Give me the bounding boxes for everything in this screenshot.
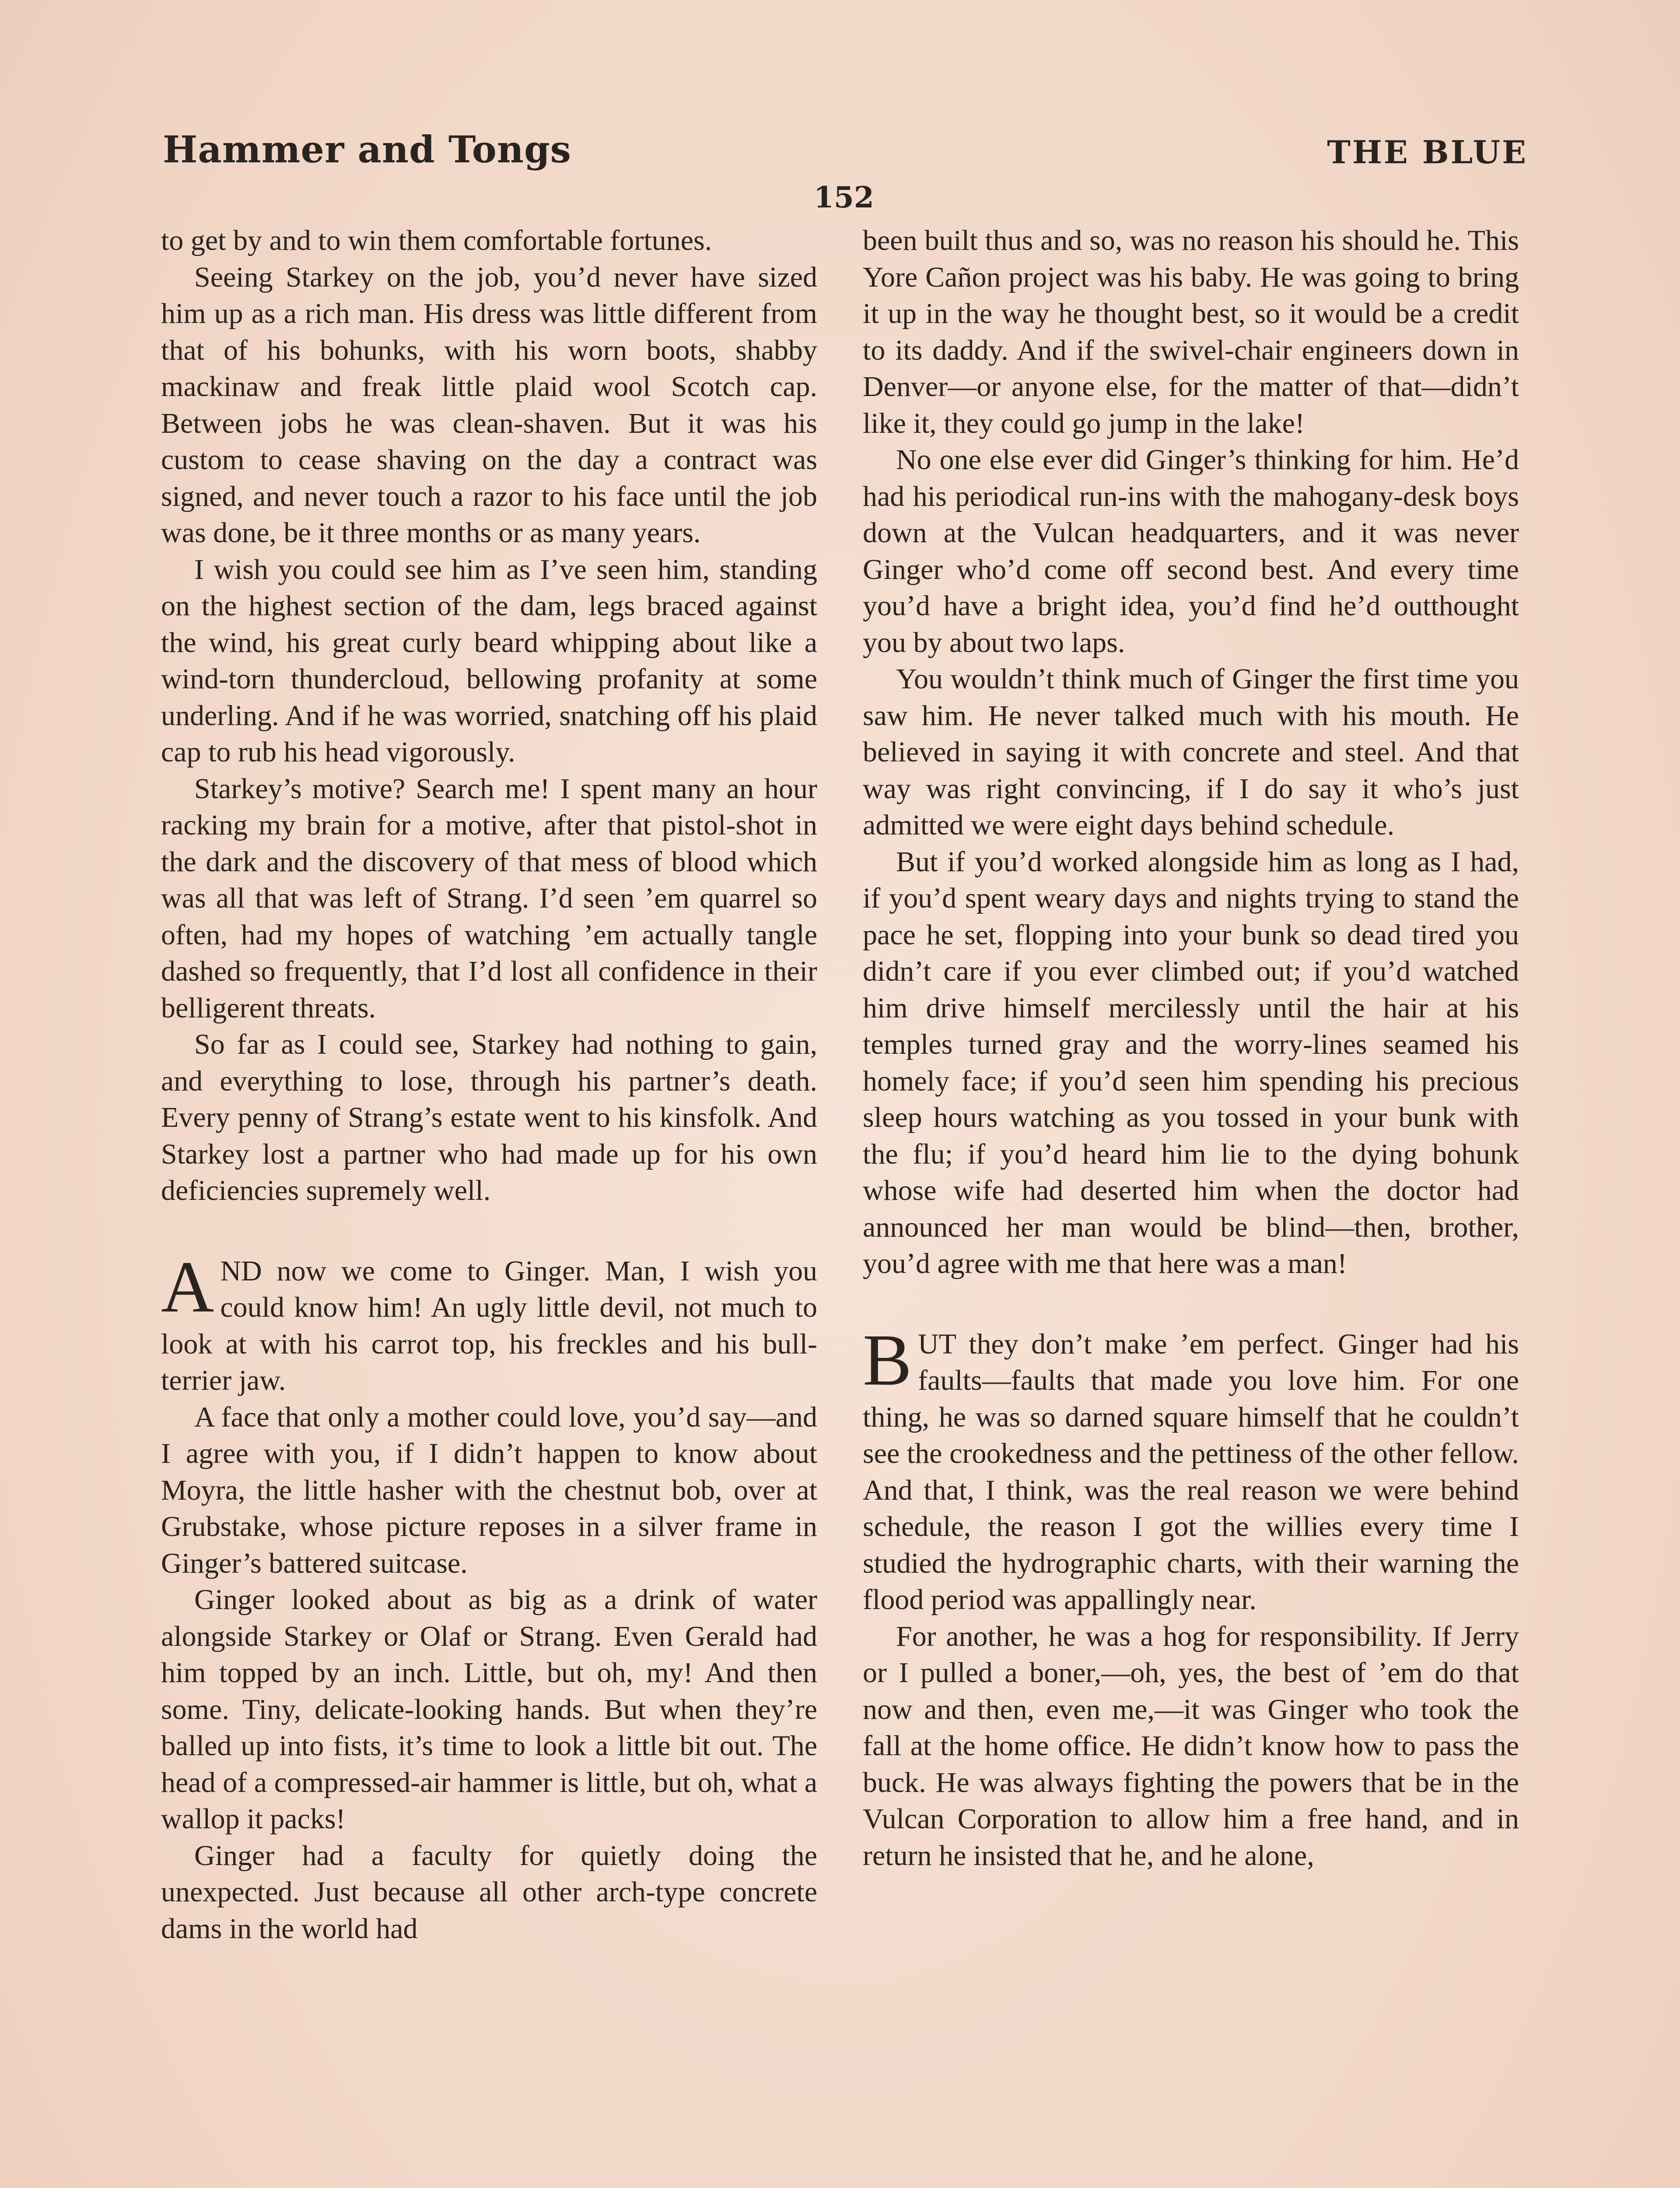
paragraph-text: ND now we come to Ginger. Man, I wish you could know him! An ugly little devil, not much to look at with his carrot top, his freckles and his bull-terrier jaw. <box>161 1255 817 1396</box>
paragraph <box>161 1581 817 1837</box>
paragraph <box>161 1026 817 1209</box>
paragraph <box>161 551 817 771</box>
paragraph <box>863 661 1519 844</box>
paragraph <box>863 1618 1519 1874</box>
paragraph <box>863 1319 1519 1618</box>
paragraph <box>161 771 817 1027</box>
paragraph-text: Ginger had a faculty for quietly doing the unexpected. Just because all other arch-type concrete dams in the world had <box>161 1839 817 1945</box>
paragraph-text: been built thus and so, was no reason his should he. This Yore Cañon project was his baby. He was going to bring it up in the way he thought best, so it would be a credit to its daddy. And if the swivel-chair engineers down in Denver—or anyone else, for the matter of that—didn’t like it, they could go jump in the lake! <box>863 224 1519 439</box>
paragraph-text: Seeing Starkey on the job, you’d never have sized him up as a rich man. His dress was little different from that of his bohunks, with his worn boots, shabby mackinaw and freak little plaid wool Scotch cap. Between jobs he was clean-shaven. But it was his custom to cease shaving on the day a contract was signed, and never touch a razor to his face until the job was done, be it three months or as many years. <box>161 261 817 549</box>
paragraph-text: So far as I could see, Starkey had nothing to gain, and everything to lose, through his partner’s death. Every penny of Strang’s estate went to his kinsfolk. And Starkey lost a partner who had made up for his own deficiencies supremely well. <box>161 1028 817 1206</box>
paragraph-text: You wouldn’t think much of Ginger the first time you saw him. He never talked much with his mouth. He believed in saying it with concrete and steel. And that way was right convincing, if I do say it who’s just admitted we were eight days behind schedule. <box>863 663 1519 841</box>
paragraph <box>161 1399 817 1582</box>
left-column <box>161 222 817 2188</box>
paragraph-text: I wish you could see him as I’ve seen him, standing on the highest section of the dam, legs braced against the wind, his great curly beard whipping about like a wind-torn thundercloud, bellowing profanity at some underling. And if he was worried, snatching off his plaid cap to rub his head vigorously. <box>161 553 817 768</box>
paragraph-text: But if you’d worked alongside him as long as I had, if you’d spent weary days and nights trying to stand the pace he set, flopping into your bunk so dead tired you didn’t care if you ever climbed out; if you’d watched him drive himself mercilessly until the hair at his temples turned gray and the worry-lines seamed his homely face; if you’d seen him spending his precious sleep hours watching as you tossed in your bunk with the flu; if you’d heard him lie to the dying bohunk whose wife had deserted him when the doctor had announced her man would be blind—then, brother, you’d agree with me that here was a man! <box>863 845 1519 1280</box>
paragraph <box>161 1246 817 1399</box>
paragraph-text: For another, he was a hog for responsibility. If Jerry or I pulled a boner,—oh, yes, the best of ’em do that now and then, even me,—it was Ginger who took the fall at the home office. He didn’t know how to pass the buck. He was always fighting the powers that be in the Vulcan Corporation to allow him a free hand, and in return he insisted that he, and he alone, <box>863 1620 1519 1872</box>
drop-cap: A <box>161 1246 214 1328</box>
paragraph <box>863 442 1519 661</box>
drop-cap: B <box>863 1319 912 1401</box>
paragraph <box>161 222 817 259</box>
paragraph-text: Starkey’s motive? Search me! I spent many an hour racking my brain for a motive, after that pistol-shot in the dark and the discovery of that mess of blood which was all that was left of Strang. I’d seen ’em quarrel so often, had my hopes of watching ’em actually tangle dashed so frequently, that I’d lost all confidence in their belligerent threats. <box>161 772 817 1024</box>
paragraph-text: to get by and to win them comfortable fortunes. <box>161 224 712 256</box>
magazine-title: THE BLUE <box>1327 133 1528 171</box>
paragraph-text: A face that only a mother could love, you’d say—and I agree with you, if I didn’t happen to know about Moyra, the little hasher with the chestnut bob, over at Grubstake, whose picture reposes in a silver frame in Ginger’s battered suitcase. <box>161 1401 817 1579</box>
paragraph <box>863 844 1519 1282</box>
running-title: Hammer and Tongs <box>163 128 571 171</box>
paragraph-text: No one else ever did Ginger’s thinking for him. He’d had his periodical run-ins with the mahogany-desk boys down at the Vulcan headquarters, and it was never Ginger who’d come off second best. And every time you’d have a bright idea, you’d find he’d outthought you by about two laps. <box>863 444 1519 659</box>
paragraph <box>161 259 817 551</box>
paragraph <box>863 222 1519 442</box>
page-number: 152 <box>814 180 874 214</box>
right-column <box>863 222 1519 2188</box>
paragraph-text: UT they don’t make ’em perfect. Ginger had his faults—faults that made you love him. For one thing, he was so darned square himself that he couldn’t see the crookedness and the pettiness of the other fellow. And that, I think, was the real reason we were behind schedule, the reason I got the willies every time I studied the hydrographic charts, with their warning the flood period was appallingly near. <box>863 1328 1519 1616</box>
paragraph <box>161 1837 817 1947</box>
paragraph-text: Ginger looked about as big as a drink of water alongside Starkey or Olaf or Strang. Even Gerald had him topped by an inch. Little, but oh, my! And then some. Tiny, delicate-looking hands. But when they’re balled up into fists, it’s time to look a little bit out. The head of a compressed-air hammer is little, but oh, what a wallop it packs! <box>161 1584 817 1835</box>
